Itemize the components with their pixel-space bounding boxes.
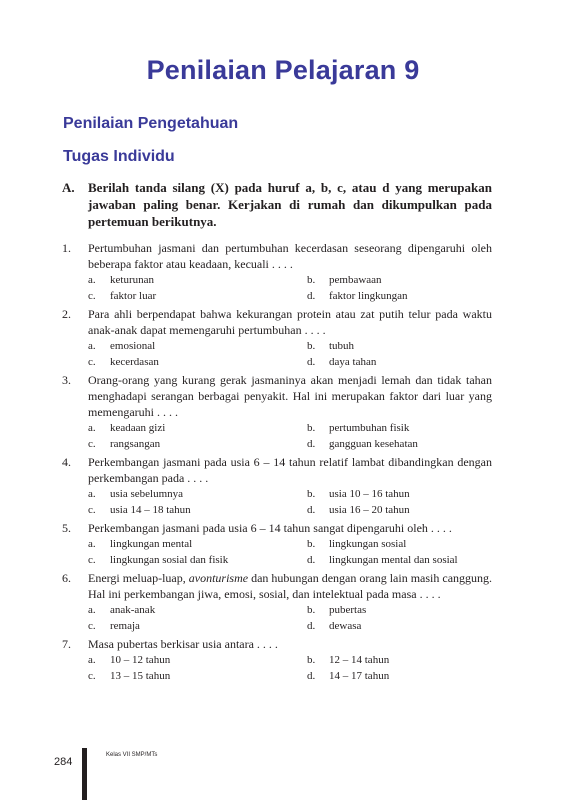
option-letter: b. [307, 340, 316, 352]
question-text-part: dan hubungan dengan orang lain masih canggung. Hal ini perkembangan jiwa, emosi, sosial, dan intelektual pada masa . . . . [88, 571, 493, 601]
option-letter: d. [307, 438, 316, 450]
question-item [62, 636, 492, 684]
option-text: faktor lingkungan [329, 290, 408, 302]
question-number: 5. [62, 521, 71, 535]
instruction-letter: A. [62, 180, 75, 195]
option-a [88, 536, 307, 552]
option-letter: d. [307, 504, 316, 516]
option-letter: d. [307, 290, 316, 302]
option-letter: a. [88, 538, 96, 550]
option-d [307, 354, 492, 370]
option-letter: c. [88, 290, 96, 302]
option-text: daya tahan [329, 356, 377, 368]
question-number: 3. [62, 373, 71, 387]
option-a [88, 272, 307, 288]
instruction-block [62, 179, 492, 230]
question-text: Perkembangan jasmani pada usia 6 – 14 tahun relatif lambat dibandingkan dengan perkembangan pada . . . . [88, 455, 492, 485]
option-text: 12 – 14 tahun [329, 654, 390, 666]
option-letter: b. [307, 654, 316, 666]
option-letter: b. [307, 422, 316, 434]
option-c [88, 502, 307, 518]
option-a [88, 486, 307, 502]
option-letter: d. [307, 356, 316, 368]
option-text: lingkungan sosial dan fisik [110, 554, 229, 566]
option-letter: a. [88, 422, 96, 434]
option-letter: d. [307, 554, 316, 566]
option-text: 13 – 15 tahun [110, 670, 171, 682]
option-letter: a. [88, 488, 96, 500]
option-b [307, 602, 492, 618]
option-letter: b. [307, 538, 316, 550]
option-letter: c. [88, 504, 96, 516]
option-letter: b. [307, 274, 316, 286]
option-d [307, 288, 492, 304]
question-item [62, 372, 492, 452]
instruction-text: Berilah tanda silang (X) pada huruf a, b, c, atau d yang merupakan jawaban paling benar. Kerjakan di rumah dan dikumpulkan pada pertemuan berikutnya. [88, 180, 492, 229]
question-text: Orang-orang yang kurang gerak jasmaninya akan menjadi lemah dan tidak tahan menghadapi serangan berbagai penyakit. Hal ini merupakan faktor dari luar yang memengaruhi . . . . [88, 373, 492, 419]
option-letter: c. [88, 620, 96, 632]
question-text: Perkembangan jasmani pada usia 6 – 14 tahun sangat dipengaruhi oleh . . . . [88, 521, 452, 535]
book-label: Kelas VII SMP/MTs [106, 752, 158, 758]
option-letter: a. [88, 340, 96, 352]
option-letter: c. [88, 356, 96, 368]
option-a [88, 652, 307, 668]
question-item [62, 520, 492, 568]
option-list [88, 652, 492, 684]
page-number: 284 [54, 756, 73, 768]
question-list [62, 240, 492, 686]
option-text: lingkungan sosial [329, 538, 407, 550]
option-d [307, 436, 492, 452]
option-text: pertumbuhan fisik [329, 422, 410, 434]
option-text: lingkungan mental [110, 538, 193, 550]
question-item [62, 570, 492, 634]
option-letter: c. [88, 438, 96, 450]
option-letter: b. [307, 604, 316, 616]
option-c [88, 288, 307, 304]
option-letter: a. [88, 604, 96, 616]
option-b [307, 272, 492, 288]
option-text: keturunan [110, 274, 154, 286]
option-d [307, 502, 492, 518]
option-list [88, 536, 492, 568]
option-c [88, 668, 307, 684]
option-text: 10 – 12 tahun [110, 654, 171, 666]
option-text: rangsangan [110, 438, 161, 450]
option-text: faktor luar [110, 290, 157, 302]
option-letter: d. [307, 670, 316, 682]
question-item [62, 306, 492, 370]
option-text: usia sebelumnya [110, 488, 184, 500]
page-title: Penilaian Pelajaran 9 [146, 55, 420, 85]
option-letter: a. [88, 654, 96, 666]
option-a [88, 338, 307, 354]
option-c [88, 436, 307, 452]
question-number: 2. [62, 307, 71, 321]
option-text: pubertas [329, 604, 367, 616]
question-text: Para ahli berpendapat bahwa kekurangan protein atau zat putih telur pada waktu anak-anak dapat memengaruhi pertumbuhan . . . . [88, 307, 492, 337]
option-d [307, 552, 492, 568]
section-heading: Penilaian Pengetahuan [63, 115, 239, 132]
option-letter: b. [307, 488, 316, 500]
option-b [307, 536, 492, 552]
option-letter: d. [307, 620, 316, 632]
option-b [307, 652, 492, 668]
option-b [307, 420, 492, 436]
option-text: usia 10 – 16 tahun [329, 488, 410, 500]
option-text: keadaan gizi [110, 422, 166, 434]
option-b [307, 486, 492, 502]
option-text: anak-anak [110, 604, 156, 616]
option-text: kecerdasan [110, 356, 159, 368]
option-d [307, 668, 492, 684]
option-text: usia 16 – 20 tahun [329, 504, 410, 516]
option-text: pembawaan [329, 274, 382, 286]
option-letter: a. [88, 274, 96, 286]
question-number: 6. [62, 571, 71, 585]
option-text: emosional [110, 340, 156, 352]
option-text: remaja [110, 620, 140, 632]
question-number: 1. [62, 241, 71, 255]
option-list [88, 602, 492, 634]
question-text-italic: avonturisme [188, 571, 249, 585]
question-number: 4. [62, 455, 71, 469]
option-text: gangguan kesehatan [329, 438, 418, 450]
option-text: usia 14 – 18 tahun [110, 504, 191, 516]
option-letter: c. [88, 554, 96, 566]
option-text: lingkungan mental dan sosial [329, 554, 458, 566]
option-list [88, 338, 492, 370]
question-text [88, 570, 492, 602]
question-item [62, 240, 492, 304]
question-text: Pertumbuhan jasmani dan pertumbuhan kecerdasan seseorang dipengaruhi oleh beberapa faktor atau keadaan, kecuali . . . . [88, 241, 492, 271]
subsection-heading: Tugas Individu [63, 148, 175, 165]
question-text: Masa pubertas berkisar usia antara . . . . [88, 637, 278, 651]
option-a [88, 602, 307, 618]
question-text-part: Energi meluap-luap, [88, 571, 189, 585]
option-list [88, 420, 492, 452]
question-number: 7. [62, 637, 71, 651]
option-text: 14 – 17 tahun [329, 670, 390, 682]
option-text: dewasa [329, 620, 362, 632]
option-text: tubuh [329, 340, 355, 352]
option-c [88, 552, 307, 568]
option-list [88, 486, 492, 518]
footer-divider [82, 748, 87, 800]
option-d [307, 618, 492, 634]
option-c [88, 618, 307, 634]
option-c [88, 354, 307, 370]
option-list [88, 272, 492, 304]
option-b [307, 338, 492, 354]
option-a [88, 420, 307, 436]
option-letter: c. [88, 670, 96, 682]
question-item [62, 454, 492, 518]
